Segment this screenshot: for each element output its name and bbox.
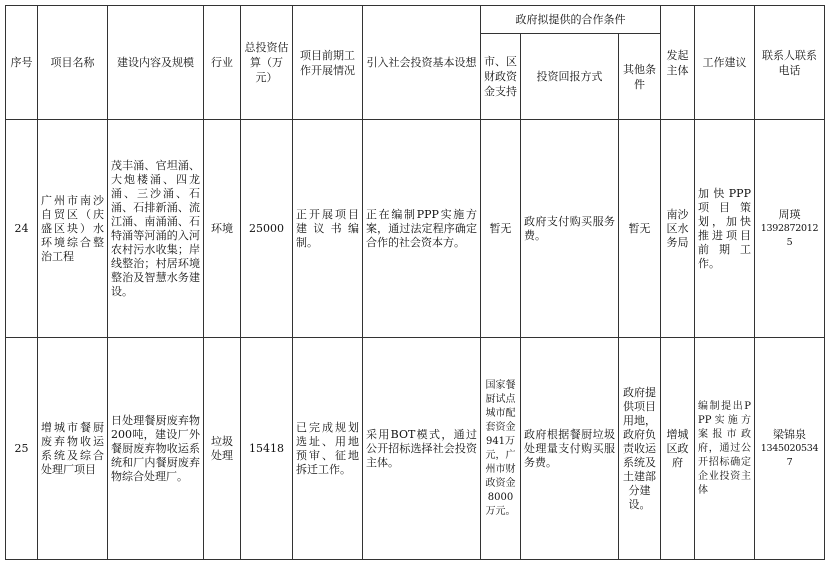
contact-phone: 13928720125 <box>760 222 819 248</box>
row-sponsor: 增城区政府 <box>661 338 695 560</box>
row-seq: 25 <box>6 338 38 560</box>
table-row <box>6 120 825 338</box>
row-suggestion: 加快PPP项目策划，加快推进项目前期工作。 <box>695 120 755 338</box>
contact-name: 周瑛 <box>778 207 801 221</box>
row-other: 暂无 <box>619 120 661 338</box>
header-prelim: 项目前期工作开展情况 <box>293 6 363 120</box>
row-return-mode: 政府支付购买服务费。 <box>521 120 619 338</box>
row-name: 广州市南沙自贸区（庆盛区块）水环境综合整治工程 <box>38 120 108 338</box>
row-sponsor: 南沙区水务局 <box>661 120 695 338</box>
header-gov-conditions: 政府拟提供的合作条件 <box>481 6 661 34</box>
row-investment: 15418 <box>241 338 293 560</box>
row-suggestion: 编制提出PPP实施方案报市政府，通过公开招标确定企业投资主体 <box>695 338 755 560</box>
header-model: 引入社会投资基本设想 <box>363 6 481 120</box>
row-fund: 暂无 <box>481 120 521 338</box>
header-industry: 行业 <box>204 6 241 120</box>
header-name: 项目名称 <box>38 6 108 120</box>
contact-phone: 13450205347 <box>760 442 819 468</box>
header-content: 建设内容及规模 <box>108 6 204 120</box>
row-contact <box>755 120 825 338</box>
project-table <box>5 5 825 560</box>
row-investment: 25000 <box>241 120 293 338</box>
header-investment: 总投资估算（万元） <box>241 6 293 120</box>
header-seq: 序号 <box>6 6 38 120</box>
row-model: 正在编制PPP实施方案，通过法定程序确定合作的社会资本方。 <box>363 120 481 338</box>
header-suggestion: 工作建议 <box>695 6 755 120</box>
row-industry: 环境 <box>204 120 241 338</box>
header-fund: 市、区财政资金支持 <box>481 34 521 120</box>
header-sponsor: 发起主体 <box>661 6 695 120</box>
row-contact <box>755 338 825 560</box>
header-other: 其他条件 <box>619 34 661 120</box>
row-fund: 国家餐厨试点城市配套资金941万元，广州市财政资金8000万元。 <box>481 338 521 560</box>
row-seq: 24 <box>6 120 38 338</box>
table-row <box>6 338 825 560</box>
row-industry: 垃圾处理 <box>204 338 241 560</box>
header-return-mode: 投资回报方式 <box>521 34 619 120</box>
row-return-mode: 政府根据餐厨垃圾处理量支付购买服务费。 <box>521 338 619 560</box>
row-prelim: 正开展项目建议书编制。 <box>293 120 363 338</box>
row-name: 增城市餐厨废弃物收运系统及综合处理厂项目 <box>38 338 108 560</box>
row-model: 采用BOT模式，通过公开招标选择社会投资主体。 <box>363 338 481 560</box>
row-prelim: 已完成规划选址、用地预审、征地拆迁工作。 <box>293 338 363 560</box>
header-contact: 联系人联系电话 <box>755 6 825 120</box>
row-content: 日处理餐厨废弃物200吨，建设厂外餐厨废弃物收运系统和厂内餐厨废弃物综合处理厂。 <box>108 338 204 560</box>
row-content: 茂丰涌、官坦涌、大炮楼涌、四龙涌、三沙涌、石涌、石排新涌、流江涌、南涌涌、石特涌等河涌的入河农村污水收集；岸线整治；村居环境整治及智慧水务建设。 <box>108 120 204 338</box>
contact-name: 梁锦泉 <box>773 427 806 441</box>
header-row-1 <box>6 6 825 34</box>
row-other: 政府提供项目用地，政府负责收运系统及土建部分建设。 <box>619 338 661 560</box>
